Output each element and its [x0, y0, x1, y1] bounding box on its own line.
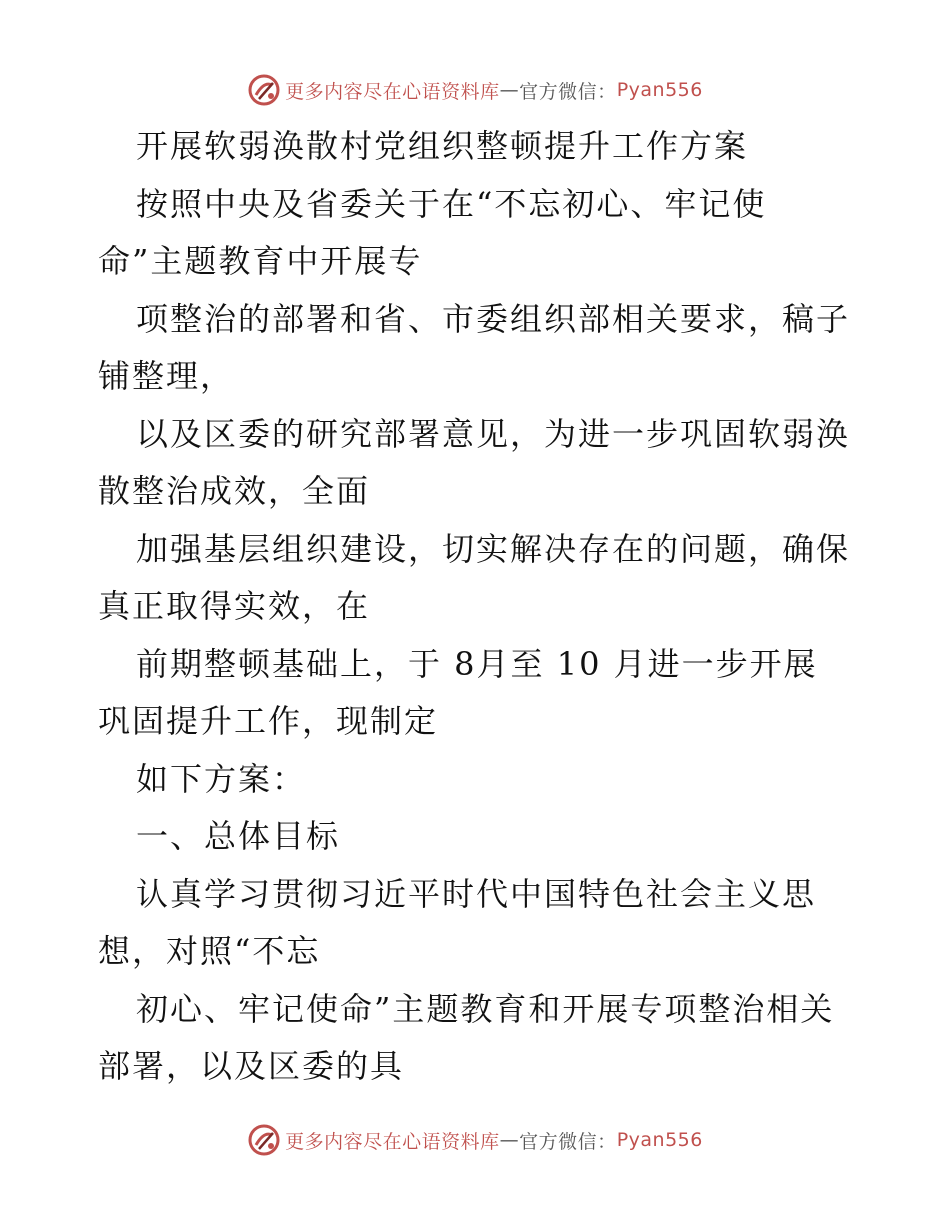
- text-line: 铺整理，: [98, 357, 235, 395]
- document-title: 开展软弱涣散村党组织整顿提升工作方案: [136, 127, 749, 165]
- section-heading: 一、总体目标: [136, 817, 341, 855]
- text-line: 如下方案：: [136, 759, 307, 798]
- text-line: 加强基层组织建设，切实解决存在的问题，确保: [136, 529, 851, 568]
- watermark-site-text: 更多内容尽在心语资料库: [285, 80, 500, 103]
- text-line: 按照中央及省委关于在“不忘初心、牢记使: [136, 184, 767, 223]
- watermark-wechat-label: 官方微信：: [519, 80, 617, 103]
- watermark-dash: —: [499, 79, 520, 101]
- watermark-wechat-label: 官方微信：: [519, 1130, 617, 1153]
- text-line: 部署，以及区委的具: [98, 1047, 405, 1085]
- document-body: [98, 118, 858, 1096]
- text-line: 以及区委的研究部署意见，为进一步巩固软弱涣: [136, 414, 851, 453]
- text-line: 巩固提升工作，现制定: [98, 702, 439, 740]
- text-line: 命”主题教育中开展专: [98, 242, 423, 280]
- logo-icon: [247, 1123, 281, 1157]
- logo-icon: [247, 73, 281, 107]
- text-line: 认真学习贯彻习近平时代中国特色社会主义思: [136, 874, 817, 913]
- watermark-dash: —: [499, 1129, 520, 1151]
- text-line: 前期整顿基础上，于 8月至 10 月进一步开展: [136, 644, 818, 683]
- watermark-site-text: 更多内容尽在心语资料库: [285, 1130, 500, 1153]
- text-line: 初心、牢记使命”主题教育和开展专项整治相关: [136, 989, 835, 1028]
- text-line: 散整治成效，全面: [98, 472, 371, 510]
- watermark-wechat-id: Pyan556: [616, 1129, 703, 1151]
- watermark-wechat-id: Pyan556: [616, 79, 703, 101]
- text-line: 真正取得实效，在: [98, 587, 371, 625]
- text-line: 想，对照“不忘: [98, 932, 321, 970]
- watermark-header: [0, 68, 950, 112]
- watermark-footer: [0, 1118, 950, 1162]
- text-line: 项整治的部署和省、市委组织部相关要求，稿子: [136, 299, 851, 338]
